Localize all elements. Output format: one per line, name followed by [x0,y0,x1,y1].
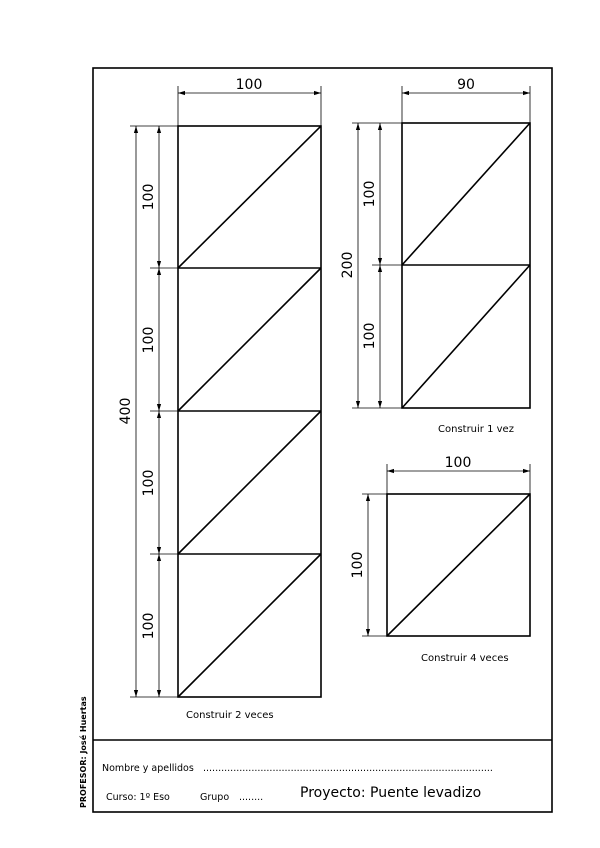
square-height-label: 100 [141,469,157,497]
sheet-border [93,68,552,812]
piece-a-diagonal [178,411,321,554]
teacher-label: PROFESOR: José Huertas [79,696,88,808]
piece-b-diagonal [402,265,530,408]
group-label: Grupo [200,792,230,803]
piece-b [340,77,530,435]
piece-b-diagonal [402,123,530,265]
piece-c [350,455,530,664]
square-height-label: 100 [362,180,378,208]
piece-b-caption: Construir 1 vez [438,424,514,435]
group-dots: ........ [239,792,264,803]
piece-a-height-label: 400 [118,397,134,425]
name-dots: ................................................................................................ [203,763,493,774]
square-height-label: 100 [141,612,157,640]
course-label: Curso: 1º Eso [106,792,170,803]
piece-c-diagonal [387,494,530,636]
piece-b-width-label: 90 [457,77,475,93]
name-label: Nombre y apellidos [102,763,194,774]
piece-b-height-label: 200 [340,251,356,279]
piece-a-diagonal [178,554,321,697]
square-height-label: 100 [141,326,157,354]
project-title: Proyecto: Puente levadizo [300,785,482,801]
title-block [102,763,493,803]
square-height-label: 100 [141,183,157,211]
piece-a-diagonal [178,126,321,268]
piece-c-caption: Construir 4 veces [421,653,509,664]
piece-c-height-label: 100 [350,551,366,579]
piece-a-diagonal [178,268,321,411]
piece-a [118,77,321,721]
piece-a-width-label: 100 [235,77,263,93]
piece-c-width-label: 100 [444,455,472,471]
piece-a-caption: Construir 2 veces [186,710,274,721]
square-height-label: 100 [362,322,378,350]
